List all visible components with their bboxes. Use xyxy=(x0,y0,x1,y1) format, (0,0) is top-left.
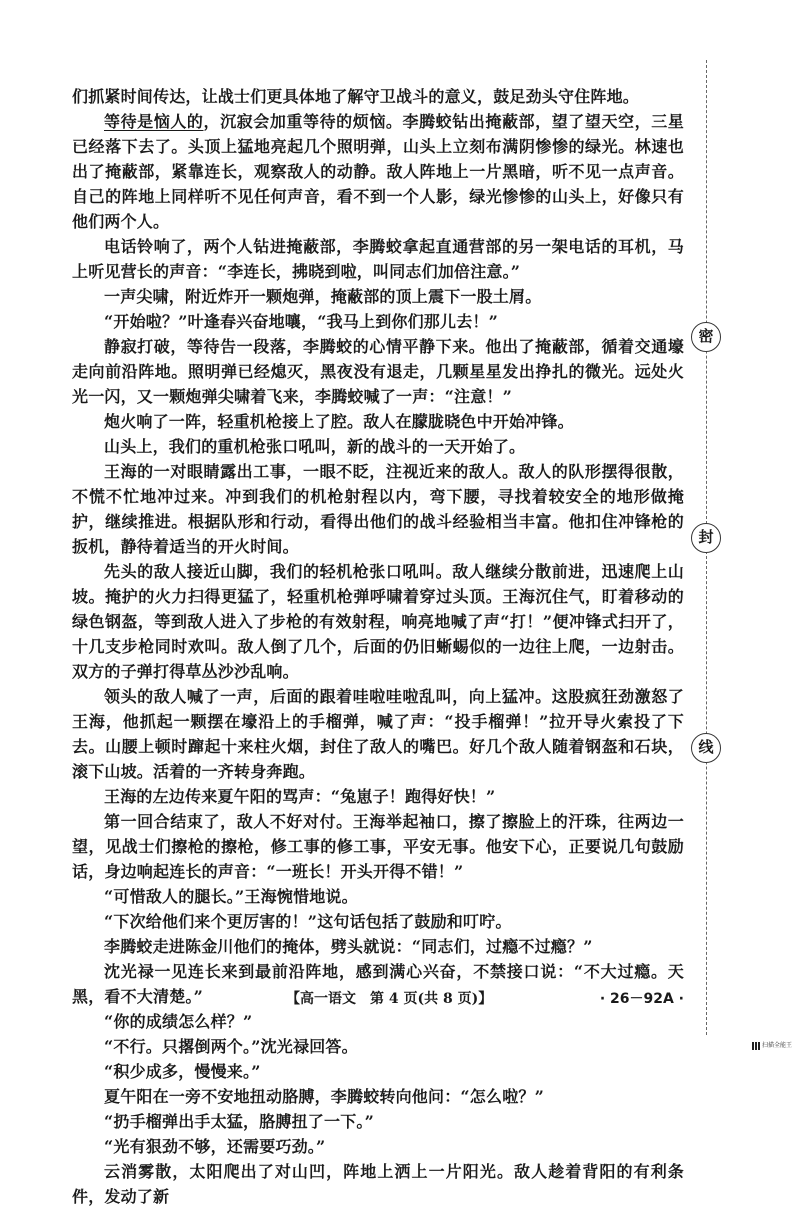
binding-mark-mi: 密 xyxy=(691,322,721,352)
paragraph xyxy=(72,1059,684,1084)
paragraph-text: “开始啦？”叶逢春兴奋地嚷，“我马上到你们那儿去！” xyxy=(104,312,499,331)
paragraph-text: ，沉寂会加重等待的烦恼。李腾蛟钻出掩蔽部，望了望天空，三星已经落下去了。头顶上猛地亮起几个照明弹，山头上立刻布满阴惨惨的绿光。林速也出了掩蔽部，紧靠连长，观察敌人的动静。敌人阵地上一片黑暗，听不见一点声音。自己的阵地上同样听不见任何声音，看不到一个人影，绿光惨惨的山头上，好像只有他们两个人。 xyxy=(72,112,684,231)
paragraph-text: 静寂打破，等待告一段落，李腾蛟的心情平静下来。他出了掩蔽部，循着交通壕走向前沿阵地。照明弹已经熄灭，黑夜没有退走，几颗星星发出挣扎的微光。远处火光一闪，又一颗炮弹尖啸着飞来，李腾蛟喊了一声：“注意！” xyxy=(72,337,684,406)
paragraph xyxy=(72,1159,684,1209)
footer-page-label: 【高一语文 第 4 页(共 8 页)】 xyxy=(286,991,493,1007)
paragraph xyxy=(72,1009,684,1034)
paragraph xyxy=(72,559,684,684)
paragraph-text: “不行。只撂倒两个。”沈光禄回答。 xyxy=(104,1037,358,1056)
paragraph-text: 云消雾散，太阳爬出了对山凹，阵地上洒上一片阳光。敌人趁着背阳的有利条件，发动了新 xyxy=(72,1162,684,1206)
scanner-label: 扫描全能王 xyxy=(762,1042,793,1049)
paragraph xyxy=(72,1034,684,1059)
paragraph xyxy=(72,434,684,459)
paragraph xyxy=(72,1084,684,1109)
paragraph xyxy=(72,884,684,909)
paragraph-text: 夏午阳在一旁不安地扭动胳膊，李腾蛟转向他问：“怎么啦？” xyxy=(104,1087,545,1106)
paragraph-text: “下次给他们来个更厉害的！”这句话包括了鼓励和叮咛。 xyxy=(104,912,512,931)
paragraph-text: 山头上，我们的重机枪张口吼叫，新的战斗的一天开始了。 xyxy=(104,437,526,456)
paragraph xyxy=(72,934,684,959)
paragraph-text: 电话铃响了，两个人钻进掩蔽部，李腾蛟拿起直通营部的另一架电话的耳机，马上听见营长的声音：“李连长，拂晓到啦，叫同志们加倍注意。” xyxy=(72,237,684,281)
paragraph xyxy=(72,684,684,784)
paragraph-text: “光有狠劲不够，还需要巧劲。” xyxy=(104,1137,326,1156)
paragraph-text: 李腾蛟走进陈金川他们的掩体，劈头就说：“同志们，过瘾不过瘾？” xyxy=(104,937,593,956)
paragraph-text: “可惜敌人的腿长。”王海惋惜地说。 xyxy=(104,887,358,906)
underlined-phrase: 等待是恼人的 xyxy=(104,112,204,131)
paragraph xyxy=(72,84,684,109)
paragraph xyxy=(72,1134,684,1159)
paragraph xyxy=(72,334,684,409)
footer-exam-code: · 26－92A · xyxy=(599,991,684,1007)
paragraph-text: 第一回合结束了，敌人不好对付。王海举起袖口，擦了擦脸上的汗珠，往两边一望，见战士们擦枪的擦枪，修工事的修工事，平安无事。他安下心，正要说几句鼓励话，身边响起连长的声音：“一班长！开头开得不错！” xyxy=(72,812,684,881)
binding-mark-feng: 封 xyxy=(691,523,721,553)
paragraph xyxy=(72,109,684,234)
paragraph-text: “积少成多，慢慢来。” xyxy=(104,1062,261,1081)
paragraph-text: 先头的敌人接近山脚，我们的轻机枪张口吼叫。敌人继续分散前进，迅速爬上山坡。掩护的火力扫得更猛了，轻重机枪弹呼啸着穿过头顶。王海沉住气，盯着移动的绿色钢盔，等到敌人进入了步枪的有效射程，响亮地喊了声“打！”便冲锋式扫开了，十几支步枪同时欢叫。敌人倒了几个，后面的仍旧蜥蜴似的一边往上爬，一边射击。双方的子弹打得草丛沙沙乱响。 xyxy=(72,562,684,681)
page-footer xyxy=(72,988,684,1010)
paragraph xyxy=(72,409,684,434)
qr-icon xyxy=(752,1042,760,1050)
paragraph-text: 沈光禄一见连长来到最前沿阵地，感到满心兴奋，不禁接口说：“不大过瘾。天黑，看不大清楚。” xyxy=(72,962,684,1006)
paragraph-text: 们抓紧时间传达，让战士们更具体地了解守卫战斗的意义，鼓足劲头守住阵地。 xyxy=(72,87,640,106)
paragraph xyxy=(72,909,684,934)
binding-mark-xian: 线 xyxy=(691,733,721,763)
paragraph-text: “你的成绩怎么样？” xyxy=(104,1012,253,1031)
paragraph xyxy=(72,784,684,809)
paragraph-text: 王海的一对眼睛露出工事，一眼不眨，注视近来的敌人。敌人的队形摆得很散，不慌不忙地冲过来。冲到我们的机枪射程以内，弯下腰，寻找着较安全的地形做掩护，继续推进。根据队形和行动，看得出他们的战斗经验相当丰富。他扣住冲锋枪的扳机，静待着适当的开火时间。 xyxy=(72,462,684,556)
paragraph xyxy=(72,234,684,284)
paragraph-text: 炮火响了一阵，轻重机枪接上了腔。敌人在朦胧晓色中开始冲锋。 xyxy=(104,412,574,431)
scanner-watermark xyxy=(752,1040,792,1050)
paragraph xyxy=(72,809,684,884)
paragraph xyxy=(72,459,684,559)
paragraph-text: “扔手榴弹出手太猛，胳膊扭了一下。” xyxy=(104,1112,375,1131)
paragraph-text: 王海的左边传来夏午阳的骂声：“兔崽子！跑得好快！” xyxy=(104,787,496,806)
paragraph xyxy=(72,309,684,334)
reading-passage xyxy=(72,84,684,1209)
paragraph-text: 一声尖啸，附近炸开一颗炮弹，掩蔽部的顶上震下一股土屑。 xyxy=(104,287,542,306)
paragraph xyxy=(72,284,684,309)
paragraph-text: 领头的敌人喊了一声，后面的跟着哇啦哇啦乱叫，向上猛冲。这股疯狂劲激怒了王海，他抓起一颗摆在壕沿上的手榴弹，喊了声：“投手榴弹！”拉开导火索投了下去。山腰上顿时蹿起十来柱火烟，封住了敌人的嘴巴。好几个敌人随着钢盔和石块，滚下山坡。活着的一齐转身奔跑。 xyxy=(72,687,684,781)
paragraph xyxy=(72,1109,684,1134)
